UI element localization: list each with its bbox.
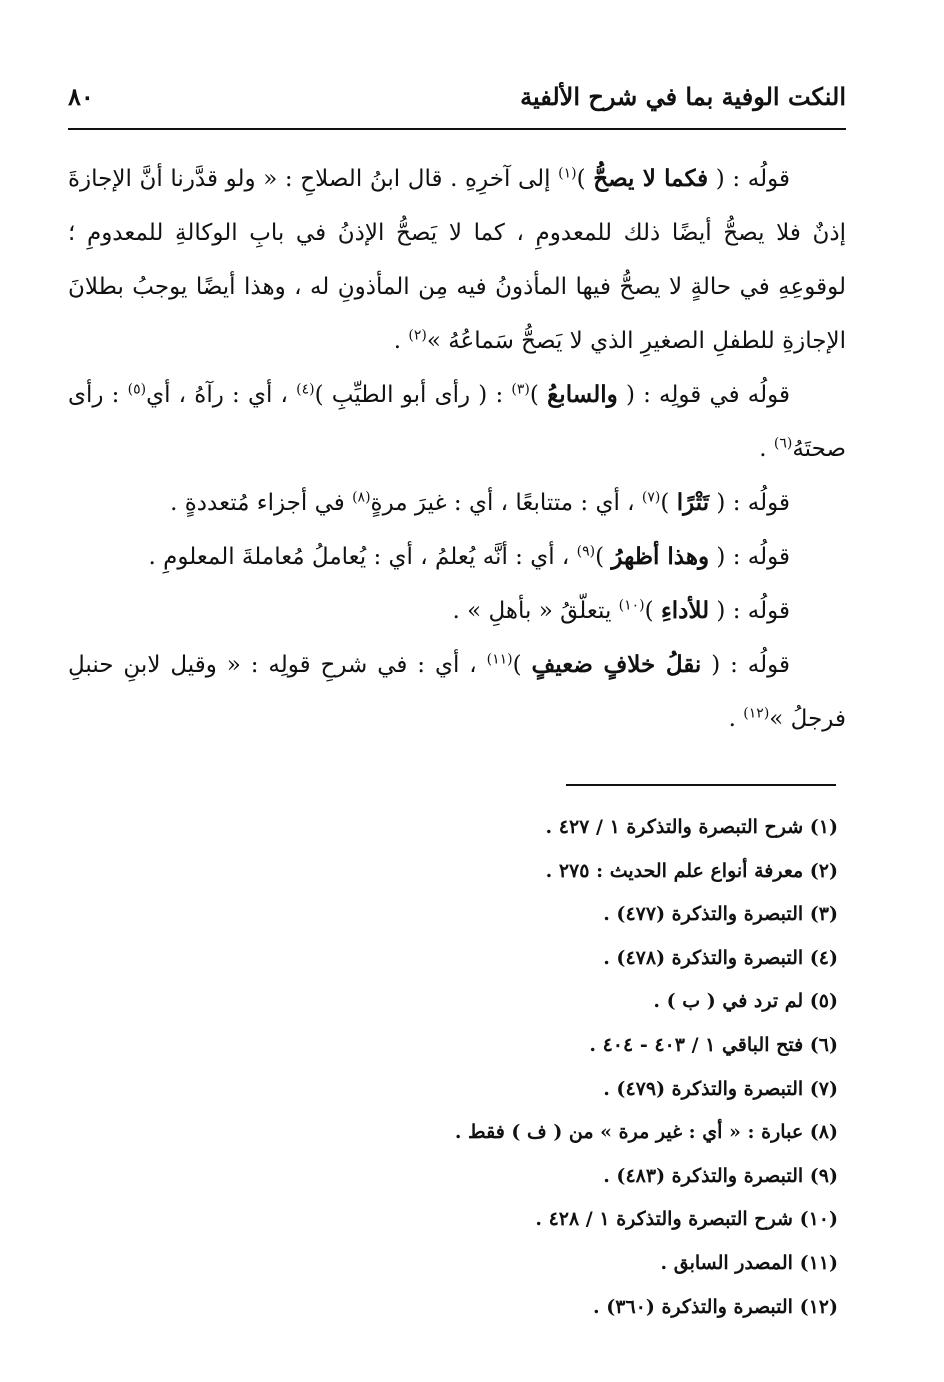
text-run: قولُه : ( <box>709 490 790 516</box>
text-run: ، أي : أنَّه يُعلمُ ، أي : يُعاملُ مُعاملةَ المعلومِ . <box>148 544 577 570</box>
header-rule <box>68 128 846 130</box>
footnote-ref[interactable]: (٦) <box>773 435 793 452</box>
text-run: . <box>393 328 409 354</box>
footnote-ref[interactable]: (٨) <box>352 489 371 506</box>
page-header <box>68 82 846 122</box>
text-run: قولُه : ( <box>709 544 790 570</box>
footnote-8: (٨) عبارة : « أي : غير مرة » من ( ف ) فقط . <box>454 1121 838 1144</box>
text-run: : ( رأى أبو الطيِّبِ ) <box>314 382 512 408</box>
text-run: قولُه في قولِه : ( <box>617 382 791 408</box>
paragraph-3 <box>68 476 846 530</box>
footnote-9: (٩) التبصرة والتذكرة (٤٨٣) . <box>603 1164 838 1187</box>
footnote-ref[interactable]: (٤) <box>296 381 315 398</box>
text-run: ) <box>529 382 548 408</box>
footnote-7: (٧) التبصرة والتذكرة (٤٧٩) . <box>603 1077 838 1100</box>
text-run: ) <box>576 166 594 192</box>
footnote-4: (٤) التبصرة والتذكرة (٤٧٨) . <box>603 946 838 969</box>
footnote-separator <box>566 784 836 786</box>
text-run: . <box>759 436 774 462</box>
main-text <box>68 152 846 746</box>
footnote-ref[interactable]: (١١) <box>486 651 513 668</box>
footnote-2: (٢) معرفة أنواع علم الحديث : ٢٧٥ . <box>545 859 838 882</box>
footnote-ref[interactable]: (١) <box>558 165 577 182</box>
quoted-phrase: للأداءِ <box>660 597 710 624</box>
text-run: قولُه : ( <box>709 598 790 624</box>
running-title: النكت الوفية بما في شرح الألفية <box>520 82 846 111</box>
footnote-1: (١) شرح التبصرة والتذكرة ١ / ٤٢٧ . <box>545 816 838 838</box>
quoted-phrase: فكما لا يصحُّ <box>593 165 709 192</box>
footnotes <box>68 806 838 1329</box>
text-run: إلى آخرِهِ . قال ابنُ الصلاحِ : « ولو قدَّرنا أنَّ الإجازةَ إذنٌ فلا يصحُّ أيضًا ذلك للمعدومِ ، كما لا يَصحُّ الإذنُ في بابِ الوكالةِ للمعدومِ ؛ لوقوعِهِ في حالةٍ لا يصحُّ فيها المأذونُ فيه مِن المأذونِ له ، وهذا أيضًا يوجبُ بطلانَ الإجازةِ للطفلِ الصغيرِ الذي لا يَصحُّ سَماعُهُ » <box>68 166 846 354</box>
text-run: ) <box>512 652 532 678</box>
footnote-ref[interactable]: (١٢) <box>743 705 770 722</box>
footnote-6: (٦) فتح الباقي ١ / ٤٠٣ - ٤٠٤ . <box>589 1033 838 1056</box>
footnote-5: (٥) لم ترد في ( ب ) . <box>653 990 838 1013</box>
quoted-phrase: والسابعُ <box>547 381 618 408</box>
footnote-ref[interactable]: (٥) <box>127 381 147 398</box>
footnote-10: (١٠) شرح التبصرة والتذكرة ١ / ٤٢٨ . <box>535 1208 838 1231</box>
quoted-phrase: وهذا أظهرُ <box>611 543 710 570</box>
footnote-11: (١١) المصدر السابق . <box>660 1251 838 1274</box>
paragraph-5 <box>68 584 846 638</box>
quoted-phrase: نقلُ خلافٍ ضعيفٍ <box>531 651 702 678</box>
paragraph-4 <box>68 530 846 584</box>
text-run: ) <box>644 598 661 624</box>
text-run: في أجزاء مُتعددةٍ . <box>170 490 353 516</box>
text-run: ، أي : متتابعًا ، أي : غيرَ مرةٍ <box>370 490 642 516</box>
text-run: : رأى صحتَهُ <box>68 382 846 462</box>
paragraph-2 <box>68 368 846 476</box>
footnote-12: (١٢) التبصرة والتذكرة (٣٦٠) . <box>593 1295 838 1318</box>
text-run: ، أي : رآهُ ، أي <box>146 382 297 408</box>
text-run: ، أي : في شرحِ قولِه : « وقيل لابنِ حنبلِ فرجلُ » <box>68 652 846 732</box>
text-run: ) <box>660 490 677 516</box>
footnote-ref[interactable]: (١٠) <box>618 597 645 614</box>
footnote-ref[interactable]: (٩) <box>576 543 596 560</box>
text-run: قولُه : ( <box>708 166 790 192</box>
text-run: ) <box>595 544 612 570</box>
paragraph-1 <box>68 152 846 368</box>
text-run: يتعلّقُ « بأهلِ » . <box>452 598 619 624</box>
text-run: قولُه : ( <box>701 652 790 678</box>
footnote-ref[interactable]: (٢) <box>408 327 427 344</box>
text-run: . <box>728 706 744 732</box>
quoted-phrase: تَتْرًا <box>676 489 710 516</box>
paragraph-6 <box>68 638 846 746</box>
footnote-ref[interactable]: (٣) <box>511 381 530 398</box>
page-number: ٨٠ <box>68 82 94 111</box>
footnote-3: (٣) التبصرة والتذكرة (٤٧٧) . <box>603 903 838 926</box>
footnote-ref[interactable]: (٧) <box>641 489 661 506</box>
